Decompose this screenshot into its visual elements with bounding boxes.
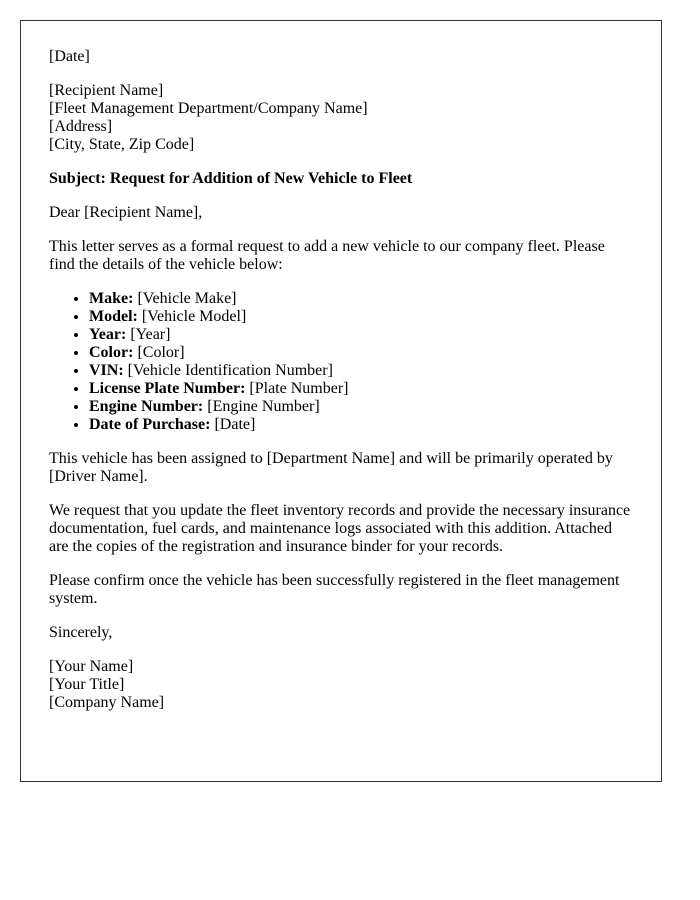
detail-label: Date of Purchase: — [89, 416, 211, 433]
detail-value: [Vehicle Model] — [137, 308, 247, 325]
signature-block — [49, 658, 633, 712]
detail-year — [89, 326, 633, 344]
assigned-paragraph: This vehicle has been assigned to [Department Name] and will be primarily operated by [Driver Name]. — [49, 450, 613, 485]
subject: Subject: Request for Addition of New Vehicle to Fleet — [49, 170, 413, 187]
recipient-company: [Fleet Management Department/Company Name] — [49, 100, 368, 117]
detail-value: [Plate Number] — [245, 380, 349, 397]
recipient-block — [49, 82, 633, 154]
letter — [20, 20, 662, 782]
closing: Sincerely, — [49, 624, 113, 641]
detail-model — [89, 308, 633, 326]
sender-title: [Your Title] — [49, 676, 125, 693]
detail-value: [Vehicle Identification Number] — [123, 362, 333, 379]
detail-label: Year: — [89, 326, 127, 343]
sender-name: [Your Name] — [49, 658, 134, 675]
detail-label: Make: — [89, 290, 134, 307]
sender-company: [Company Name] — [49, 694, 165, 711]
detail-label: Engine Number: — [89, 398, 204, 415]
intro-paragraph: This letter serves as a formal request to add a new vehicle to our company fleet. Please find the details of the vehicle below: — [49, 238, 605, 273]
detail-value: [Year] — [126, 326, 171, 343]
detail-value: [Engine Number] — [203, 398, 320, 415]
date: [Date] — [49, 48, 90, 65]
detail-engine — [89, 398, 633, 416]
detail-plate — [89, 380, 633, 398]
detail-value: [Date] — [210, 416, 256, 433]
confirm-paragraph: Please confirm once the vehicle has been successfully registered in the fleet management system. — [49, 572, 620, 607]
recipient-address: [Address] — [49, 118, 113, 135]
detail-label: Model: — [89, 308, 138, 325]
detail-label: VIN: — [89, 362, 124, 379]
detail-value: [Vehicle Make] — [133, 290, 237, 307]
salutation: Dear [Recipient Name], — [49, 204, 203, 221]
request-paragraph: We request that you update the fleet inventory records and provide the necessary insurance documentation, fuel cards, and maintenance logs associated with this addition. Attached are the copies of the registration and insurance binder for your records. — [49, 502, 631, 555]
detail-make — [89, 290, 633, 308]
recipient-city: [City, State, Zip Code] — [49, 136, 195, 153]
detail-label: Color: — [89, 344, 134, 361]
detail-value: [Color] — [133, 344, 185, 361]
detail-color — [89, 344, 633, 362]
vehicle-details-list — [49, 290, 633, 434]
detail-vin — [89, 362, 633, 380]
detail-purchase-date — [89, 416, 633, 434]
detail-label: License Plate Number: — [89, 380, 246, 397]
recipient-name: [Recipient Name] — [49, 82, 164, 99]
